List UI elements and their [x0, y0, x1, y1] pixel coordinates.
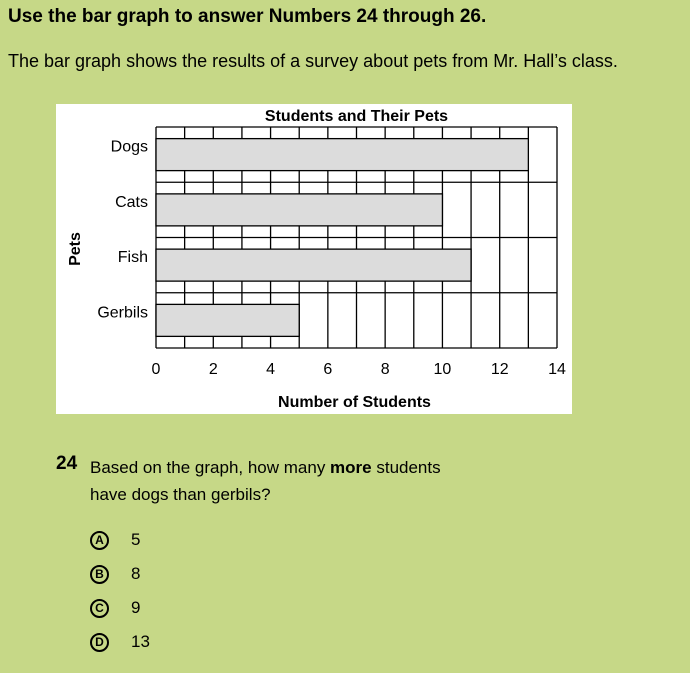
question-emphasis: more: [330, 458, 372, 477]
choice-d-bubble[interactable]: D: [90, 633, 109, 652]
x-tick-label: 0: [151, 361, 161, 378]
question-number: 24: [56, 453, 78, 474]
choice-a-bubble[interactable]: A: [90, 531, 109, 550]
x-axis-label: Number of Students: [278, 394, 431, 411]
y-axis-label: Pets: [67, 232, 84, 266]
choice-d[interactable]: [90, 630, 150, 654]
x-tick-label: 2: [208, 361, 218, 378]
bar-dogs: [156, 139, 528, 171]
choice-b[interactable]: [90, 562, 140, 586]
x-tick-label: 8: [380, 361, 390, 378]
chart-svg: [56, 104, 572, 414]
choice-c-value: 9: [131, 598, 141, 617]
choice-c[interactable]: [90, 596, 140, 620]
chart-title: Students and Their Pets: [264, 108, 449, 125]
bar-fish: [156, 249, 471, 281]
x-tick-label: 14: [548, 361, 566, 378]
question-text: Based on the graph, how many more students have dogs than gerbils?: [90, 458, 441, 504]
choice-a[interactable]: [90, 528, 140, 552]
bar-chart: [56, 104, 572, 414]
x-tick-label: 12: [490, 361, 509, 378]
choice-c-bubble[interactable]: C: [90, 599, 109, 618]
x-tick-label: 4: [266, 361, 276, 378]
bar-cats: [156, 194, 442, 226]
category-label-gerbils: Gerbils: [97, 304, 148, 322]
choice-d-value: 13: [131, 632, 150, 651]
choice-b-value: 8: [131, 564, 141, 583]
instructions: Use the bar graph to answer Numbers 24 through 26.: [8, 6, 487, 27]
choice-b-bubble[interactable]: B: [90, 565, 109, 584]
category-label-cats: Cats: [115, 193, 148, 211]
x-tick-label: 10: [433, 361, 452, 378]
choice-a-value: 5: [131, 530, 141, 549]
category-label-fish: Fish: [117, 249, 148, 267]
category-label-dogs: Dogs: [110, 138, 148, 156]
intro-text: The bar graph shows the results of a survey about pets from Mr. Hall’s class.: [8, 51, 618, 71]
x-tick-label: 6: [323, 361, 333, 378]
bar-gerbils: [156, 304, 299, 336]
